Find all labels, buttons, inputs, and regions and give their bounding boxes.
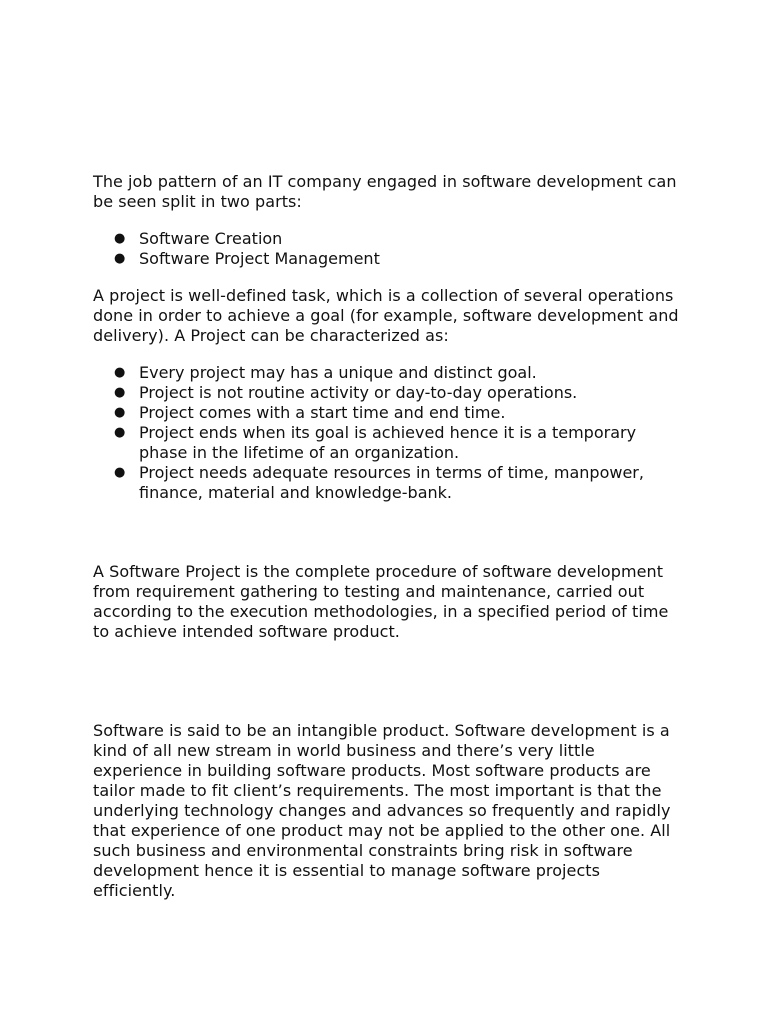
list-item xyxy=(93,463,683,503)
bullet-icon: ● xyxy=(114,231,126,246)
list-item xyxy=(93,249,683,269)
intro-paragraph: The job pattern of an IT company engaged in software development can be seen split in two parts: xyxy=(93,172,677,211)
list-item xyxy=(93,229,683,249)
list-item-text: Project needs adequate resources in terms of time, manpower, finance, material and knowledge-bank. xyxy=(139,463,644,502)
software-project-paragraph: A Software Project is the complete procedure of software development from requirement gathering to testing and maintenance, carried out according to the execution methodologies, in a specified period of time to achieve intended software product. xyxy=(93,562,669,641)
list-item xyxy=(93,363,683,383)
list-item-text: Project ends when its goal is achieved hence it is a temporary phase in the lifetime of an organization. xyxy=(139,423,637,462)
project-characteristics-list xyxy=(93,363,683,503)
list-item-text: Project comes with a start time and end time. xyxy=(139,403,506,422)
bullet-icon: ● xyxy=(114,385,126,400)
intangible-product-paragraph: Software is said to be an intangible product. Software development is a kind of all new stream in world business and there’s very little experience in building software products. Most software products are tailor made to fit client’s requirements. The most important is that the underlying technology changes and advances so frequently and rapidly that experience of one product may not be applied to the other one. All such business and environmental constraints bring risk in software development hence it is essential to manage software projects efficiently. xyxy=(93,721,671,900)
list-item xyxy=(93,403,683,423)
list-item-text: Every project may has a unique and distinct goal. xyxy=(139,363,537,382)
list-item-text: Software Creation xyxy=(139,229,283,248)
project-definition-paragraph: A project is well-defined task, which is a collection of several operations done in order to achieve a goal (for example, software development and delivery). A Project can be characterized as: xyxy=(93,286,679,345)
bullet-icon: ● xyxy=(114,405,126,420)
bullet-icon: ● xyxy=(114,465,126,480)
list-item-text: Project is not routine activity or day-to-day operations. xyxy=(139,383,578,402)
bullet-icon: ● xyxy=(114,425,126,440)
list-item xyxy=(93,383,683,403)
bullet-icon: ● xyxy=(114,251,126,266)
list-item-text: Software Project Management xyxy=(139,249,380,268)
job-parts-list xyxy=(93,229,683,269)
bullet-icon: ● xyxy=(114,365,126,380)
list-item xyxy=(93,423,683,463)
